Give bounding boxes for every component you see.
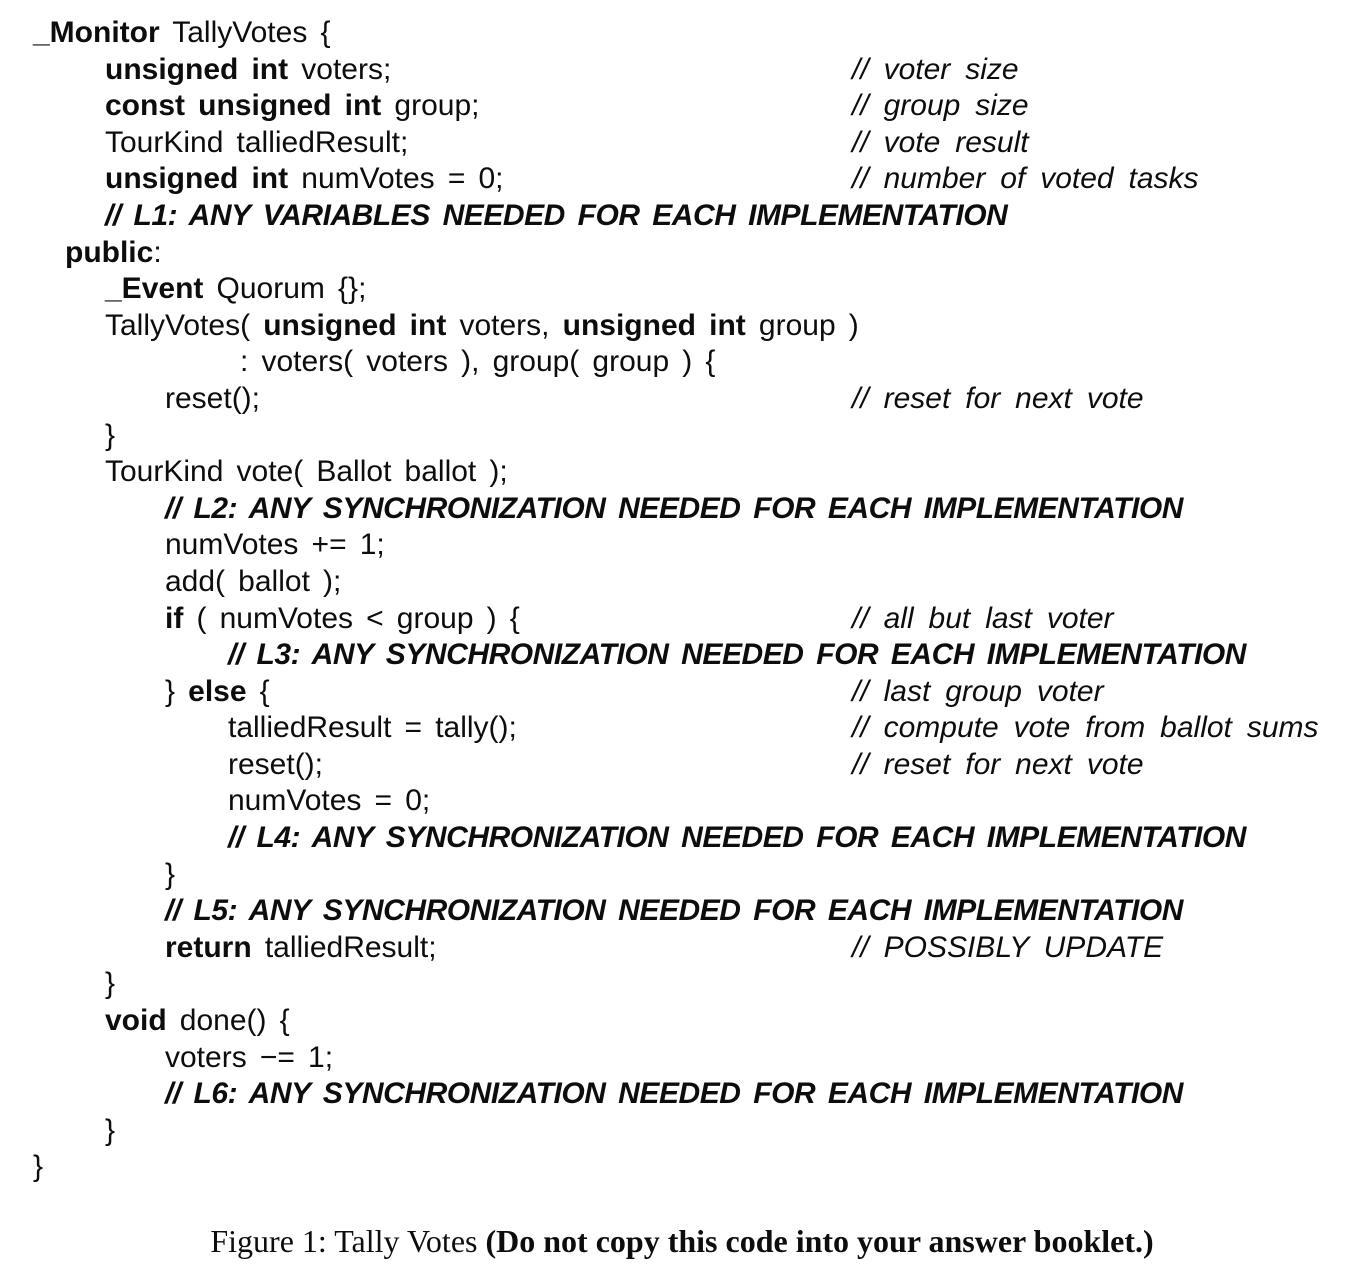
code-line xyxy=(0,966,1364,1003)
code-line xyxy=(0,491,1364,528)
code-line xyxy=(0,161,1364,198)
code-text: } xyxy=(165,857,176,891)
code-listing xyxy=(0,15,1364,1186)
code-line xyxy=(0,15,1364,52)
code-inline-comment: // group size xyxy=(852,89,1029,123)
code-text: TourKind vote( Ballot ballot ); xyxy=(105,455,508,489)
code-text: Quorum {}; xyxy=(203,272,367,306)
code-inline-comment: // reset for next vote xyxy=(852,747,1144,781)
code-text: add( ballot ); xyxy=(165,564,342,598)
code-line xyxy=(0,710,1364,747)
code-line xyxy=(0,381,1364,418)
code-line xyxy=(0,857,1364,894)
code-text: talliedResult = tally(); xyxy=(228,711,517,745)
code-text: TourKind talliedResult; xyxy=(105,125,409,159)
code-inline-comment: // compute vote from ballot sums xyxy=(852,711,1319,745)
code-text: group ) xyxy=(745,308,859,342)
code-line xyxy=(0,747,1364,784)
code-placeholder-comment: // L3: ANY SYNCHRONIZATION NEEDED FOR EACH IMPLEMENTATION xyxy=(228,638,1246,672)
code-placeholder-comment: // L2: ANY SYNCHRONIZATION NEEDED FOR EACH IMPLEMENTATION xyxy=(165,491,1183,525)
code-text: voters, xyxy=(446,308,563,342)
code-text: TallyVotes { xyxy=(159,16,331,49)
code-line xyxy=(0,454,1364,491)
code-text: voters; xyxy=(288,52,392,86)
code-text: public xyxy=(65,235,154,269)
code-text: _Event xyxy=(105,272,204,306)
code-text: reset(); xyxy=(165,381,261,415)
code-text: unsigned int xyxy=(562,308,746,342)
code-line xyxy=(0,930,1364,967)
code-inline-comment: // all but last voter xyxy=(852,601,1114,635)
code-text: numVotes += 1; xyxy=(165,528,385,562)
code-text: } xyxy=(105,1113,116,1147)
code-line xyxy=(0,235,1364,272)
code-text: else xyxy=(188,674,247,708)
code-line xyxy=(0,601,1364,638)
code-placeholder-comment: // L1: ANY VARIABLES NEEDED FOR EACH IMPLEMENTATION xyxy=(105,198,1008,232)
code-line xyxy=(0,52,1364,89)
code-text: if xyxy=(165,601,184,635)
code-placeholder-comment: // L4: ANY SYNCHRONIZATION NEEDED FOR EACH IMPLEMENTATION xyxy=(228,821,1246,855)
code-text: TallyVotes( xyxy=(105,308,264,342)
code-inline-comment: // POSSIBLY UPDATE xyxy=(852,930,1164,964)
code-text: numVotes = 0; xyxy=(228,784,431,818)
code-inline-comment: // vote result xyxy=(852,125,1029,159)
code-text: voters −= 1; xyxy=(165,1040,334,1074)
code-line xyxy=(0,527,1364,564)
code-text: talliedResult; xyxy=(251,930,437,964)
code-text: : xyxy=(153,235,162,269)
code-text: } xyxy=(105,418,116,452)
code-line xyxy=(0,1003,1364,1040)
code-line xyxy=(0,820,1364,857)
code-line xyxy=(0,1113,1364,1150)
code-text: } xyxy=(105,967,116,1001)
code-text: _Monitor xyxy=(33,16,160,49)
code-text: : voters( voters ), group( group ) { xyxy=(240,345,716,379)
code-line xyxy=(0,674,1364,711)
code-line xyxy=(0,1149,1364,1186)
code-text: reset(); xyxy=(228,747,324,781)
code-line xyxy=(0,418,1364,455)
code-text: ( numVotes < group ) { xyxy=(183,601,520,635)
code-text: unsigned int xyxy=(263,308,447,342)
code-text: { xyxy=(246,674,270,708)
code-line xyxy=(0,893,1364,930)
code-line xyxy=(0,88,1364,125)
code-line xyxy=(0,1076,1364,1113)
code-inline-comment: // reset for next vote xyxy=(852,381,1144,415)
figure-caption xyxy=(0,1221,1364,1261)
code-line xyxy=(0,564,1364,601)
code-line xyxy=(0,783,1364,820)
code-text: unsigned int xyxy=(105,52,289,86)
code-line xyxy=(0,271,1364,308)
code-line xyxy=(0,637,1364,674)
figure-caption-text: Figure 1: Tally Votes xyxy=(210,1223,486,1259)
code-placeholder-comment: // L6: ANY SYNCHRONIZATION NEEDED FOR EACH IMPLEMENTATION xyxy=(165,1077,1183,1111)
figure-caption-warning: (Do not copy this code into your answer booklet.) xyxy=(485,1223,1154,1259)
code-text: const unsigned int xyxy=(105,89,382,123)
code-text: } xyxy=(165,674,189,708)
code-text: return xyxy=(165,930,252,964)
code-line xyxy=(0,1040,1364,1077)
code-line xyxy=(0,198,1364,235)
code-text: group; xyxy=(381,89,480,123)
code-text: numVotes = 0; xyxy=(288,162,504,196)
code-inline-comment: // number of voted tasks xyxy=(852,162,1199,196)
code-inline-comment: // voter size xyxy=(852,52,1019,86)
code-line xyxy=(0,125,1364,162)
code-inline-comment: // last group voter xyxy=(852,674,1104,708)
code-line xyxy=(0,308,1364,345)
code-text: unsigned int xyxy=(105,162,289,196)
code-text: done() { xyxy=(166,1004,290,1038)
code-text: } xyxy=(33,1150,44,1184)
code-placeholder-comment: // L5: ANY SYNCHRONIZATION NEEDED FOR EACH IMPLEMENTATION xyxy=(165,894,1183,928)
code-line xyxy=(0,344,1364,381)
code-text: void xyxy=(105,1004,167,1038)
